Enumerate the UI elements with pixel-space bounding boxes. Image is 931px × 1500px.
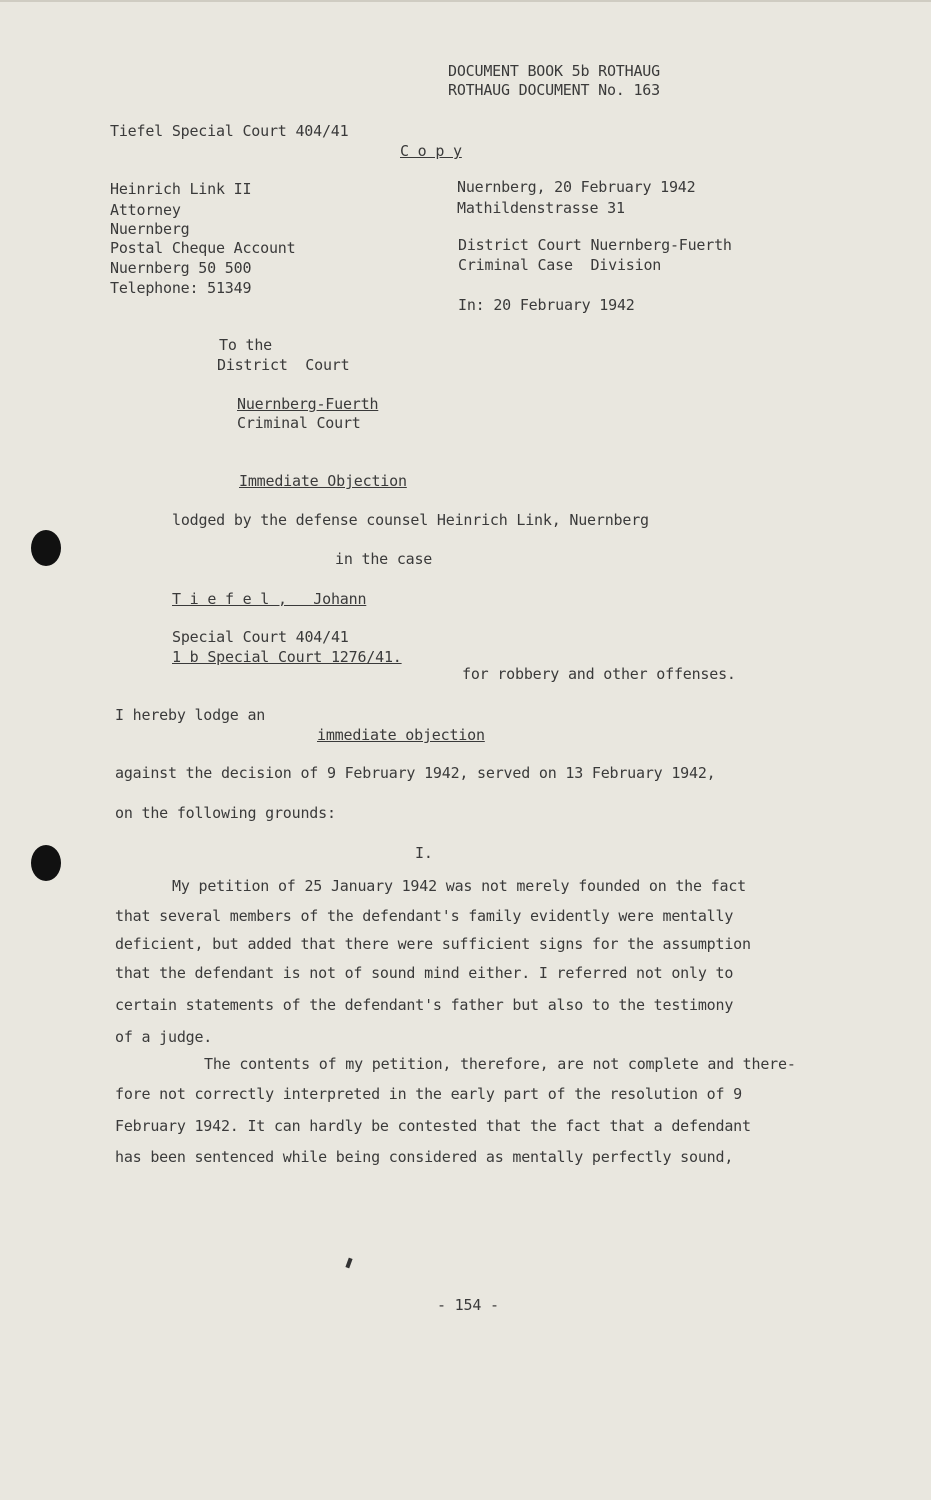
paragraph-2-line: fore not correctly interpreted in the early part of the resolution of 9 [115,1085,742,1103]
letter-street: Mathildenstrasse 31 [457,199,625,217]
in-the-case: in the case [335,550,433,568]
receipt-date: In: 20 February 1942 [458,296,635,314]
punch-hole [31,845,61,881]
addressee-line1: To the [219,336,272,354]
sender-account-value: Nuernberg 50 500 [110,259,252,277]
case-ref-special: Special Court 404/41 [172,628,349,646]
document-book-header: DOCUMENT BOOK 5b ROTHAUG [448,62,660,80]
paragraph-2-line: The contents of my petition, therefore, are not complete and there- [204,1055,796,1073]
paragraph-1-line: that several members of the defendant's family evidently were mentally [115,907,734,925]
case-charge: for robbery and other offenses. [462,665,736,683]
document-number-header: ROTHAUG DOCUMENT No. 163 [448,81,660,99]
section-number: I. [415,844,433,862]
paragraph-1-line: My petition of 25 January 1942 was not merely founded on the fact [172,877,746,895]
lodge-intro: I hereby lodge an [115,706,266,724]
addressee-line4: Criminal Court [237,414,361,432]
sender-account-label: Postal Cheque Account [110,239,296,257]
letter-date: Nuernberg, 20 February 1942 [457,178,696,196]
page-number: - 154 - [437,1296,499,1314]
objection-heading: immediate objection [317,726,485,744]
sender-city: Nuernberg [110,220,190,238]
against-decision: against the decision of 9 February 1942, served on 13 February 1942, [115,764,716,782]
defendant-name: T i e f e l , Johann [172,590,367,608]
case-reference: Tiefel Special Court 404/41 [110,122,349,140]
receipt-court: District Court Nuernberg-Fuerth [458,236,732,254]
subject-title: Immediate Objection [239,472,407,490]
grounds-intro: on the following grounds: [115,804,336,822]
lodged-by: lodged by the defense counsel Heinrich Link, Nuernberg [172,511,649,529]
sender-telephone: Telephone: 51349 [110,279,252,297]
paragraph-1-line: deficient, but added that there were sufficient signs for the assumption [115,935,751,953]
paragraph-1-line: certain statements of the defendant's father but also to the testimony [115,996,734,1014]
page-edge [0,0,931,2]
paragraph-2-line: has been sentenced while being considered as mentally perfectly sound, [115,1148,734,1166]
sender-name: Heinrich Link II [110,180,252,198]
punch-hole [31,530,61,566]
receipt-division: Criminal Case Division [458,256,662,274]
paragraph-2-line: February 1942. It can hardly be contested that the fact that a defendant [115,1117,751,1135]
sender-title: Attorney [110,201,181,219]
addressee-line2: District Court [217,356,350,374]
ink-mark [345,1258,352,1269]
paragraph-1-line: that the defendant is not of sound mind either. I referred not only to [115,964,734,982]
case-ref-1b: 1 b Special Court 1276/41. [172,648,402,666]
copy-label: C o p y [400,142,462,160]
paragraph-1-line: of a judge. [115,1028,213,1046]
addressee-line3: Nuernberg-Fuerth [237,395,379,413]
